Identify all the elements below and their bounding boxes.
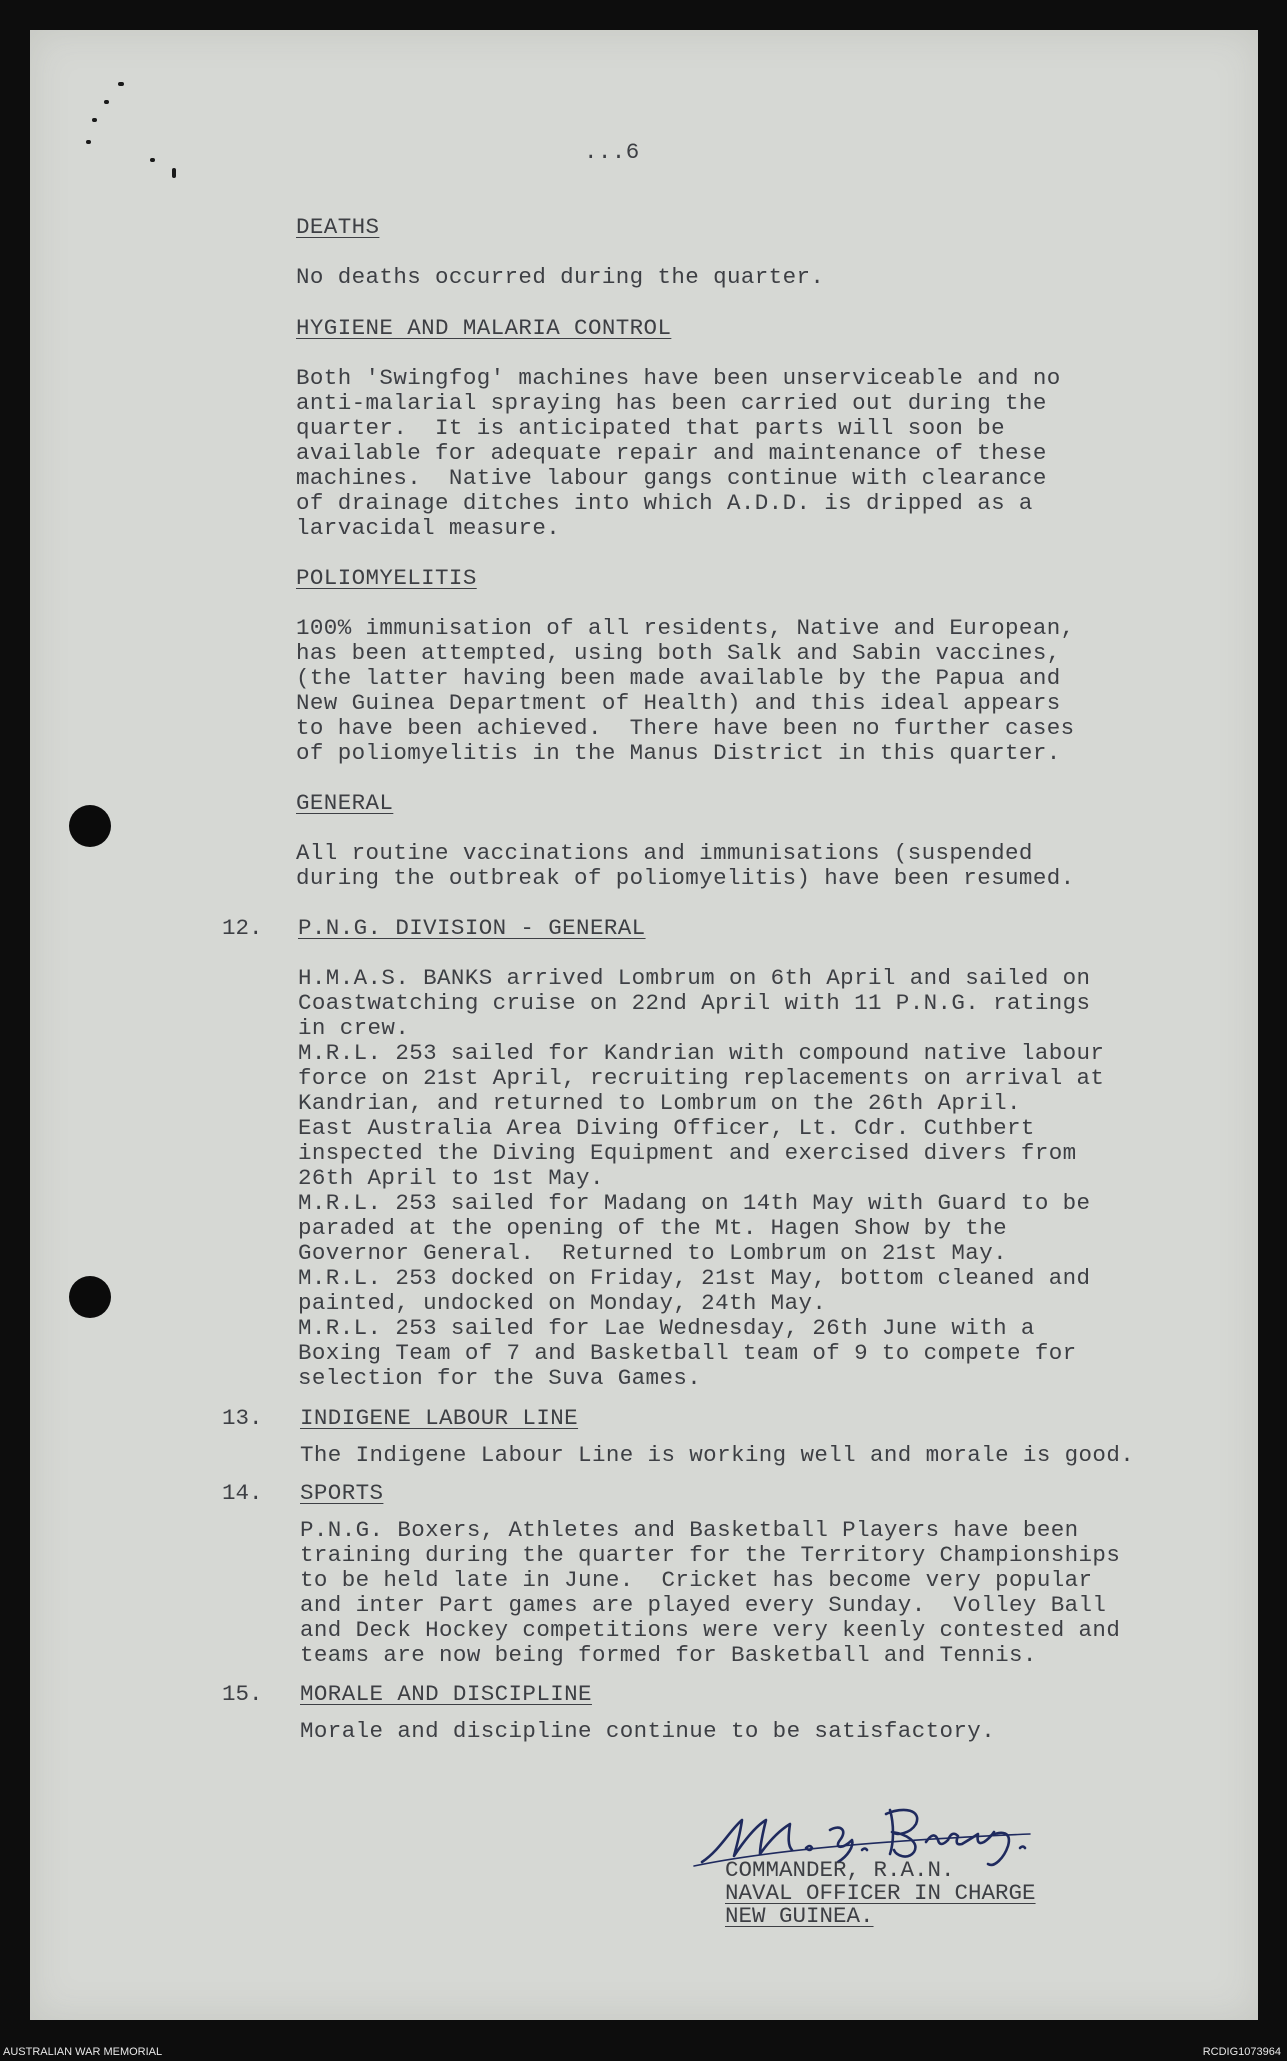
paragraph-line: Boxing Team of 7 and Basketball team of 9 to compete for <box>298 1340 1077 1366</box>
paragraph-line: larvacidal measure. <box>296 515 561 541</box>
paragraph-line: New Guinea Department of Health) and this ideal appears <box>296 690 1061 716</box>
paragraph-line: quarter. It is anticipated that parts will soon be <box>296 415 1006 441</box>
section-number-13: 13. <box>222 1405 263 1431</box>
paragraph-line: training during the quarter for the Territory Championships <box>300 1542 1121 1568</box>
paragraph-line: of drainage ditches into which A.D.D. is dripped as a <box>296 490 1033 516</box>
paragraph-line: machines. Native labour gangs continue with clearance <box>296 465 1047 491</box>
section-number-12: 12. <box>222 915 263 941</box>
paragraph-line: available for adequate repair and maintenance of these <box>296 440 1047 466</box>
paragraph-line: to have been achieved. There have been no further cases <box>296 715 1075 741</box>
paragraph-line: paraded at the opening of the Mt. Hagen Show by the <box>298 1215 1008 1241</box>
paragraph-line: in crew. <box>298 1015 410 1041</box>
signatory-title-3: NEW GUINEA. <box>725 1903 874 1929</box>
page-marker: ...6 <box>584 139 640 165</box>
paragraph-line: H.M.A.S. BANKS arrived Lombrum on 6th April and sailed on <box>298 965 1091 991</box>
paragraph-line: M.R.L. 253 sailed for Lae Wednesday, 26th June with a <box>298 1315 1035 1341</box>
paragraph-line: during the outbreak of poliomyelitis) have been resumed. <box>296 865 1075 891</box>
paragraph-line: and inter Part games are played every Sunday. Volley Ball <box>300 1592 1107 1618</box>
paragraph-line: 26th April to 1st May. <box>298 1165 604 1191</box>
paragraph-line: inspected the Diving Equipment and exercised divers from <box>298 1140 1077 1166</box>
staple-mark <box>172 168 176 178</box>
paragraph-line: M.R.L. 253 sailed for Kandrian with compound native labour <box>298 1040 1105 1066</box>
section-number-14: 14. <box>222 1480 263 1506</box>
paragraph-line: (the latter having been made available by the Papua and <box>296 665 1061 691</box>
section-heading-morale: MORALE AND DISCIPLINE <box>300 1681 592 1707</box>
section-number-15: 15. <box>222 1681 263 1707</box>
staple-mark <box>150 158 155 162</box>
paragraph-line: P.N.G. Boxers, Athletes and Basketball Players have been <box>300 1517 1079 1543</box>
paragraph-line: Morale and discipline continue to be satisfactory. <box>300 1718 996 1744</box>
paragraph-line: selection for the Suva Games. <box>298 1365 702 1391</box>
signature-text: M. G. Bailey <box>690 1777 806 1795</box>
paragraph-line: No deaths occurred during the quarter. <box>296 264 825 290</box>
paragraph-line: force on 21st April, recruiting replacements on arrival at <box>298 1065 1105 1091</box>
paragraph-line: All routine vaccinations and immunisations (suspended <box>296 840 1033 866</box>
paragraph-line: 100% immunisation of all residents, Native and European, <box>296 615 1075 641</box>
footer-institution: AUSTRALIAN WAR MEMORIAL <box>3 2046 163 2058</box>
paragraph-line: painted, undocked on Monday, 24th May. <box>298 1290 827 1316</box>
paragraph-line: of poliomyelitis in the Manus District in this quarter. <box>296 740 1061 766</box>
paragraph-line: teams are now being formed for Basketball and Tennis. <box>300 1642 1037 1668</box>
paragraph-line: and Deck Hockey competitions were very keenly contested and <box>300 1617 1121 1643</box>
paragraph-line: has been attempted, using both Salk and Sabin vaccines, <box>296 640 1061 666</box>
section-heading-sports: SPORTS <box>300 1480 384 1506</box>
section-heading-hygiene: HYGIENE AND MALARIA CONTROL <box>296 315 672 341</box>
staple-mark <box>118 82 124 86</box>
section-heading-general: GENERAL <box>296 790 394 816</box>
staple-mark <box>86 140 91 144</box>
signatory-title-1: COMMANDER, R.A.N. <box>725 1857 955 1883</box>
section-heading-deaths: DEATHS <box>296 214 380 240</box>
paragraph-line: anti-malarial spraying has been carried out during the <box>296 390 1047 416</box>
staple-mark <box>92 118 97 122</box>
paragraph-line: East Australia Area Diving Officer, Lt. Cdr. Cuthbert <box>298 1115 1035 1141</box>
paragraph-line: Kandrian, and returned to Lombrum on the 26th April. <box>298 1090 1021 1116</box>
paragraph-line: Governor General. Returned to Lombrum on 21st May. <box>298 1240 1008 1266</box>
punch-hole-top <box>69 805 111 847</box>
footer-record-id: RCDIG1073964 <box>1202 2046 1281 2058</box>
signatory-title-2: NAVAL OFFICER IN CHARGE <box>725 1880 1036 1906</box>
paragraph-line: Coastwatching cruise on 22nd April with 11 P.N.G. ratings <box>298 990 1091 1016</box>
section-heading-png-division: P.N.G. DIVISION - GENERAL <box>298 915 646 941</box>
section-heading-poliomyelitis: POLIOMYELITIS <box>296 565 477 591</box>
punch-hole-bottom <box>69 1276 111 1318</box>
paragraph-line: M.R.L. 253 sailed for Madang on 14th May with Guard to be <box>298 1190 1091 1216</box>
staple-mark <box>104 100 109 104</box>
paragraph-line: The Indigene Labour Line is working well and morale is good. <box>300 1442 1135 1468</box>
section-heading-indigene: INDIGENE LABOUR LINE <box>300 1405 579 1431</box>
paragraph-line: to be held late in June. Cricket has become very popular <box>300 1567 1093 1593</box>
paragraph-line: Both 'Swingfog' machines have been unserviceable and no <box>296 365 1061 391</box>
paragraph-line: M.R.L. 253 docked on Friday, 21st May, bottom cleaned and <box>298 1265 1091 1291</box>
